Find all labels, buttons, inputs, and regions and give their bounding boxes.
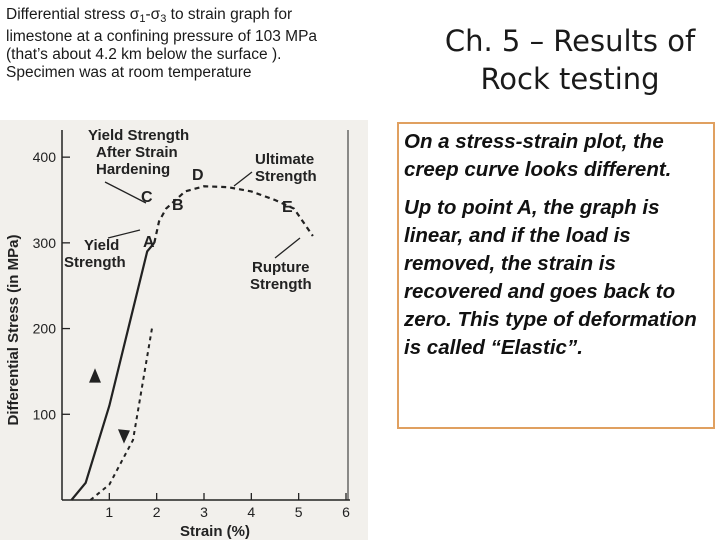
subscript-1: 1 [139,13,146,25]
arrow-yield-strength [108,230,140,238]
annotation-yield-after-hardening: Yield Strength After Strain Hardening [88,127,190,178]
x-tick-label: 6 [342,504,350,520]
stress-strain-chart [0,120,368,540]
x-tick-label: 2 [152,504,161,520]
y-axis-label: Differential Stress (in MPa) [5,234,22,426]
annotation-ultimate-strength: Ultimate Strength [255,151,317,185]
slide-title-line-1: Ch. 5 – Results of [444,24,696,58]
slide-title-line-2: Rock testing [480,62,660,96]
x-tick-label: 4 [247,504,256,520]
series-group [71,186,312,500]
point-label-d: D [192,167,204,184]
slide-title [420,22,720,98]
x-tick-label: 1 [105,504,114,520]
arrow-unload-down [119,430,129,442]
arrow-ultimate-strength [234,172,252,186]
x-axis-label: Strain (%) [179,523,251,540]
y-tick-label: 200 [32,320,56,337]
point-label-b: B [172,197,184,214]
subscript-3: 3 [160,13,167,25]
point-label-e: E [282,199,293,216]
y-tick-label: 400 [32,149,56,166]
sigma-symbol-3: σ [150,6,161,23]
sigma-symbol-1: σ [129,6,140,23]
annotation-arrows [90,172,300,442]
tick-group [33,149,350,520]
caption-dash: - [145,6,151,23]
arrow-rupture-strength [275,238,300,258]
arrow-yield-after-hardening [105,182,146,203]
caption-text-2: to strain graph for limestone at a confining pressure of 103 MPa (that’s about 4.2 km below the surface ). Specimen was at room temperature [6,6,318,81]
y-tick-label: 100 [32,406,56,423]
annotation-rupture-strength: Rupture Strength [250,259,312,293]
chart-svg [0,120,368,540]
series-line-loading-curve [71,243,154,500]
x-tick-label: 5 [294,504,303,520]
note-paragraph-2: Up to point A, the graph is linear, and if the load is removed, the strain is recovered and goes back to zero. This type of deformation is called “Elastic”. [404,196,697,359]
arrow-load-up [90,370,100,382]
x-tick-label: 3 [200,504,208,520]
y-tick-label: 300 [32,234,56,251]
point-label-a: A [143,234,155,251]
annotation-yield-strength: Yield Strength [64,237,126,271]
point-label-c: C [141,189,153,206]
notes-box [397,122,715,429]
note-paragraph-1: On a stress-strain plot, the creep curve looks different. [404,130,672,181]
figure-caption [6,6,351,82]
caption-text-1: Differential stress [6,6,130,23]
